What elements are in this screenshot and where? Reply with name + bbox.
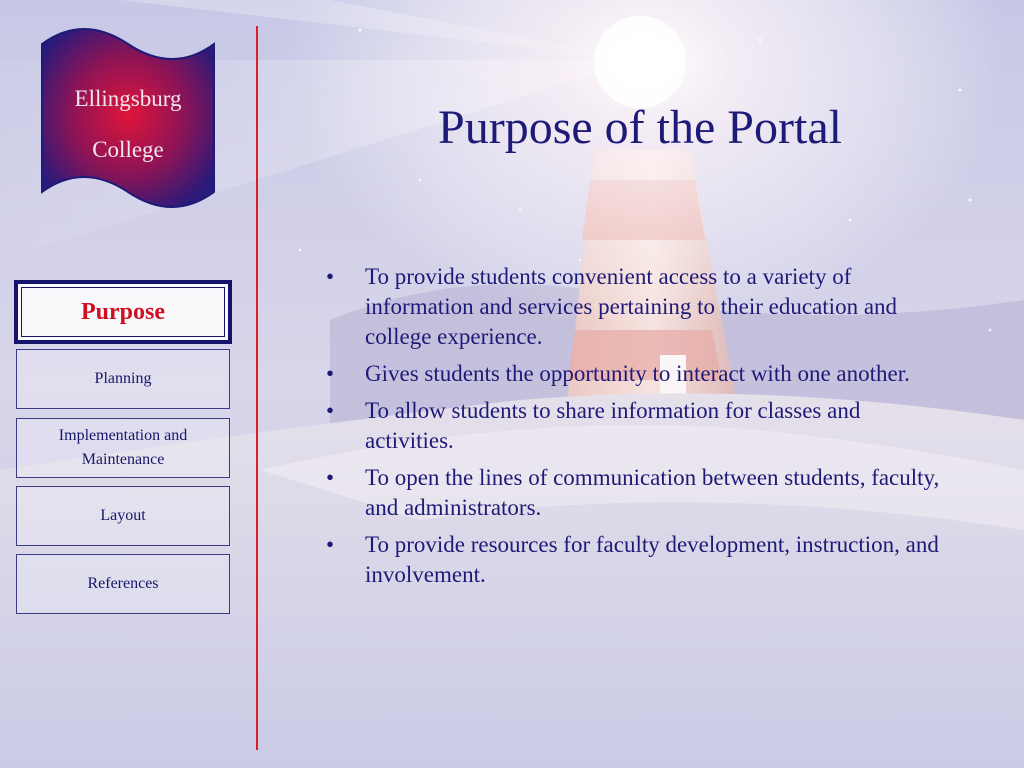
bullet-item [326, 396, 946, 456]
bullet-list [326, 262, 946, 597]
bullet-dot-icon: • [326, 465, 335, 490]
bullet-text: To provide resources for faculty development, instruction, and involvement. [365, 532, 939, 587]
bullet-dot-icon: • [326, 532, 335, 557]
nav-button-implementation-label: Implementation and Maintenance [58, 427, 188, 468]
nav-button-layout[interactable] [16, 486, 230, 546]
bullet-dot-icon: • [326, 361, 335, 386]
logo-text-line2: College [92, 137, 164, 162]
college-logo-banner [38, 22, 218, 218]
bullet-dot-icon: • [326, 264, 335, 289]
nav-button-implementation[interactable] [16, 418, 230, 478]
slide-title: Purpose of the Portal [438, 101, 842, 154]
nav-button-planning-label: Planning [94, 370, 152, 387]
nav-button-purpose[interactable] [14, 280, 232, 344]
bullet-dot-icon: • [326, 398, 335, 423]
bullet-item [326, 359, 946, 389]
bullet-item [326, 530, 946, 590]
nav-button-planning[interactable] [16, 349, 230, 409]
bullet-text: To open the lines of communication between students, faculty, and administrators. [365, 465, 940, 520]
vertical-divider [256, 26, 258, 750]
bullet-item [326, 463, 946, 523]
bullet-text: To provide students convenient access to a variety of information and services pertaining to their education and college experience. [365, 264, 898, 349]
nav-button-purpose-label: Purpose [81, 299, 165, 325]
nav-button-layout-label: Layout [100, 507, 146, 524]
nav-button-references-label: References [87, 575, 159, 592]
bullet-item [326, 262, 946, 352]
bullet-text: To allow students to share information for classes and activities. [365, 398, 861, 453]
bullet-text: Gives students the opportunity to interact with one another. [365, 361, 910, 386]
nav-button-references[interactable] [16, 554, 230, 614]
logo-text-line1: Ellingsburg [74, 86, 182, 111]
